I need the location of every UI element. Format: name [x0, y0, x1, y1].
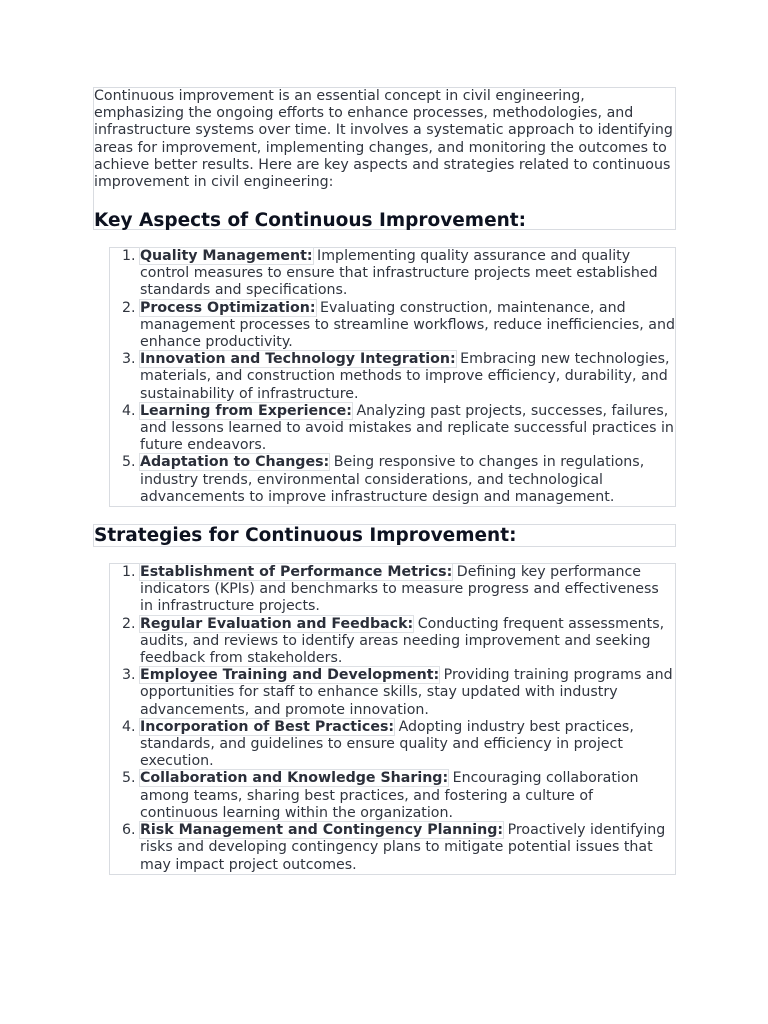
item-term: Innovation and Technology Integration:	[140, 351, 456, 368]
strategies-list	[110, 564, 675, 874]
item-term: Employee Training and Development:	[140, 667, 440, 684]
key-aspects-list	[110, 248, 675, 506]
list-item	[140, 770, 675, 822]
item-text: Analyzing past projects, successes, failures, and lessons learned to avoid mistakes and replicate successful practices in future endeavors.	[140, 402, 674, 454]
item-text: Providing training programs and opportunities for staff to enhance skills, stay updated with industry advancements, and promote innovation.	[140, 667, 673, 718]
item-term: Risk Management and Contingency Planning:	[140, 822, 504, 839]
key-aspects-list-box	[109, 247, 676, 507]
item-text: Being responsive to changes in regulations, industry trends, environmental considerations, and technological advancements to improve infrastructure design and management.	[140, 454, 645, 505]
item-text: Adopting industry best practices, standards, and guidelines to ensure quality and efficiency in project execution.	[140, 718, 634, 770]
item-term: Quality Management:	[140, 248, 313, 264]
document-page	[93, 87, 676, 875]
intro-section	[93, 87, 676, 230]
list-item	[140, 822, 675, 874]
strategies-list-box	[109, 563, 676, 875]
list-item	[140, 351, 675, 403]
item-term: Process Optimization:	[140, 299, 316, 316]
item-term: Regular Evaluation and Feedback:	[140, 615, 414, 632]
list-item	[140, 403, 675, 455]
list-item	[140, 719, 675, 771]
item-text: Defining key performance indicators (KPIs) and benchmarks to measure progress and effectiveness in infrastructure projects.	[140, 564, 659, 615]
item-term: Adaptation to Changes:	[140, 454, 330, 471]
item-text: Conducting frequent assessments, audits, and reviews to identify areas needing improvement and seeking feedback from stakeholders.	[140, 615, 665, 667]
item-term: Establishment of Performance Metrics:	[140, 564, 453, 581]
list-item	[140, 667, 675, 719]
intro-paragraph: Continuous improvement is an essential concept in civil engineering, emphasizing the ongoing efforts to enhance processes, methodologies, and infrastructure systems over time. It involves a systematic approach to identifying areas for improvement, implementing changes, and monitoring the outcomes to achieve better results. Here are key aspects and strategies related to continuous improvement in civil engineering:	[94, 88, 673, 191]
list-item	[140, 564, 675, 616]
item-text: Implementing quality assurance and quality control measures to ensure that infrastructure projects meet established standards and specifications.	[140, 248, 658, 299]
item-text: Evaluating construction, maintenance, and management processes to streamline workflows, reduce inefficiencies, and enhance productivity.	[140, 299, 675, 351]
strategies-heading-box	[93, 524, 676, 547]
list-item	[140, 454, 675, 506]
list-item	[140, 300, 675, 352]
item-term: Incorporation of Best Practices:	[140, 718, 395, 735]
item-term: Learning from Experience:	[140, 402, 352, 419]
list-item	[140, 248, 675, 300]
item-text: Embracing new technologies, materials, and construction methods to improve efficiency, durability, and sustainability of infrastructure.	[140, 351, 670, 402]
item-text: Proactively identifying risks and developing contingency plans to mitigate potential issues that may impact project outcomes.	[140, 822, 666, 873]
strategies-heading: Strategies for Continuous Improvement:	[94, 525, 517, 547]
key-aspects-heading: Key Aspects of Continuous Improvement:	[94, 210, 527, 232]
item-text: Encouraging collaboration among teams, sharing best practices, and fostering a culture of continuous learning within the organization.	[140, 770, 639, 821]
item-term: Collaboration and Knowledge Sharing:	[140, 770, 449, 787]
list-item	[140, 616, 675, 668]
